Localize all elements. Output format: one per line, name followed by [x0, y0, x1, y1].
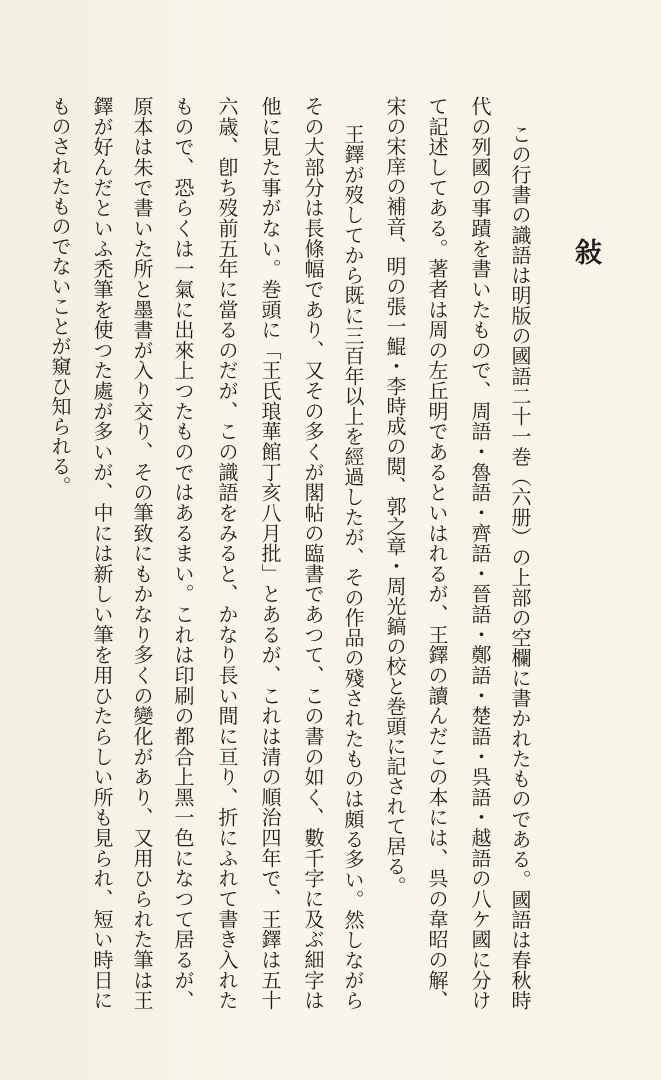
- text-column-12: ものされたものでないことが窺ひ知られる。: [48, 96, 72, 496]
- text-column-9: もので、恐らくは一氣に出來上つたものではあるまい。これは印刷の都合上黑一色になつて居るが、: [171, 96, 195, 1010]
- text-column-8: 六歳、卽ち歿前五年に當るのだが、この識語をみると、かなり長い間に亘り、折にふれて書き入れた: [215, 96, 239, 1010]
- text-column-3: て記述してある。著者は周の左丘明であるといはれるが、王鐸の讀んだこの本には、呉の韋昭の解、: [425, 96, 449, 1010]
- text-column-1: この行書の識語は明版の國語二十一巻（六册）の上部の空欄に書かれたものである。國語は春秋時: [508, 124, 532, 1010]
- text-column-11: 鐸が好んだといふ禿筆を使つた處が多いが、中には新しい筆を用ひたらしい所も見られ、短い時日に: [90, 96, 114, 1010]
- text-column-5: 王鐸が歿してから既に三百年以上を經過したが、その作品の殘されたものは頗る多い。然しながら: [341, 124, 365, 1010]
- text-column-7: 他に見た事がない。巻頭に「王氏琅華館丁亥八月批」とあるが、これは清の順治四年で、王鐸は五十: [258, 96, 282, 1010]
- page-title: 敍: [570, 238, 601, 265]
- text-column-10: 原本は朱で書いた所と墨書が入り交り、その筆致にもかなり多くの變化があり、又用ひられた筆は王: [130, 96, 154, 1010]
- text-column-6: その大部分は長條幅であり、又その多くが閣帖の臨書であつて、この書の如く、數千字に及ぶ細字は: [301, 96, 325, 1010]
- text-column-2: 代の列國の事蹟を書いたもので、周語・魯語・齊語・晉語・鄭語・楚語・呉語・越語の八ケ國に分け: [468, 96, 492, 1010]
- text-column-4: 宋の宋庠の補音、明の張一鯤・李時成の閲、郭之章・周光鎬の校と巻頭に記されて居る。: [383, 96, 407, 896]
